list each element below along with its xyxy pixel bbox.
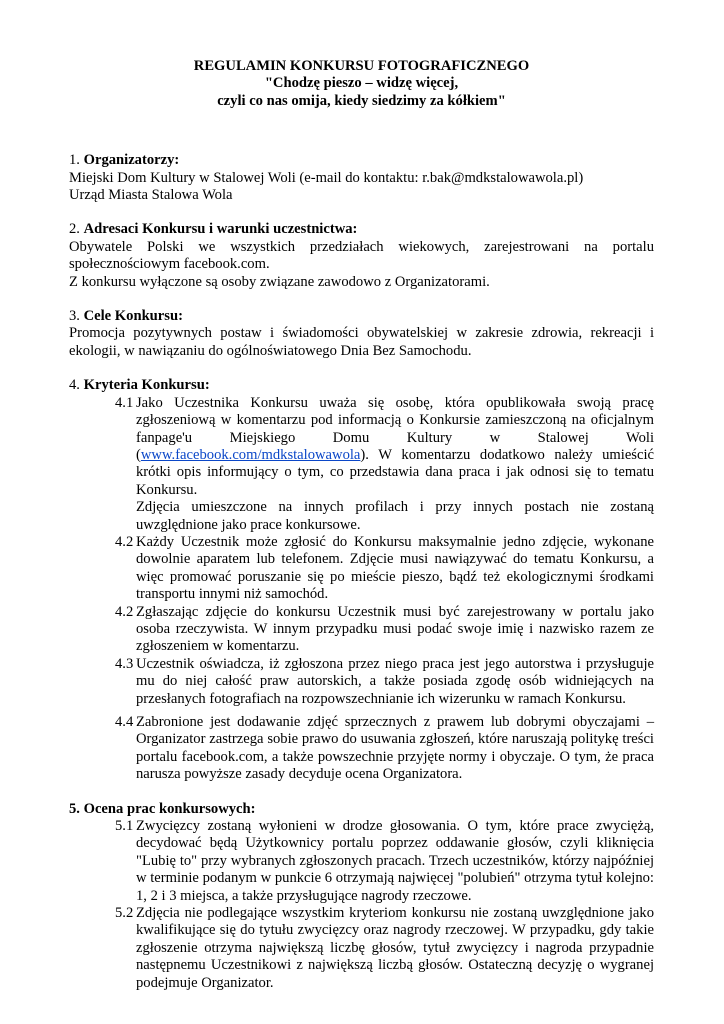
evaluation-item-5-1 <box>69 818 654 905</box>
item-number: 4.4 <box>115 714 134 730</box>
section-heading <box>69 377 654 394</box>
title-line-3: czyli co nas omija, kiedy siedzimy za kółkiem" <box>217 92 506 109</box>
section-number: 2. <box>69 221 80 238</box>
item-text-part: ). W komentarzu dodatkowo należy umieścić krótki opis informujący o tym, co przedstawia dana praca i jak odnosi się to tematu Konkursu. <box>136 446 654 498</box>
facebook-link[interactable]: www.facebook.com/mdkstalowawola <box>140 446 361 463</box>
item-number: 5.1 <box>115 818 134 835</box>
item-text-part: Jako Uczestnika Konkursu uważa się osobę, która opublikowała swoją pracę zgłoszeniową w komentarzu pod informacją o Konkursie zamieszczoną na oficjalnym fanpage'u Miejskiego Domu Kultury w Stalowej Woli ( <box>136 394 654 463</box>
item-text: Zdjęcia nie podlegające wszystkim kryteriom konkursu nie zostaną uwzględnione jako kwalifikujące się do tytułu zwycięzcy oraz nagrody rzeczowej. W przypadku, gdy takie zgłoszenie otrzyma największą liczbę głosów, tytuł zwycięzcy i nagroda przypadnie następnemu Uczestnikowi z największą liczbą głosów. Ostateczną decyzję o wygranej podejmuje Organizator. <box>136 905 654 991</box>
paragraph: Promocja pozytywnych postaw i świadomości obywatelskiej w zakresie zdrowia, rekreacji i ekologii, w nawiązaniu do ogólnoświatowego Dnia Bez Samochodu. <box>69 325 654 359</box>
criteria-item-4-4 <box>69 714 654 784</box>
section-number: 1. <box>69 152 80 169</box>
criteria-item-4-2b <box>69 604 654 656</box>
section-heading <box>69 152 654 169</box>
criteria-item-4-2 <box>69 534 654 604</box>
paragraph: Obywatele Polski we wszystkich przedziałach wiekowych, zarejestrowani na portalu społecznościowym facebook.com. <box>69 238 654 273</box>
item-text: Zgłaszając zdjęcie do konkursu Uczestnik musi być zarejestrowany w portalu jako osoba rzeczywista. W innym przypadku musi podać swoje imię i nazwisko razem ze zgłoszeniem w komentarzu. <box>136 603 654 655</box>
item-text: Zabronione jest dodawanie zdjęć sprzecznych z prawem lub dobrymi obyczajami – Organizator zastrzega sobie prawo do usuwania zgłoszeń, które naruszają politykę treści portalu facebook.com, a także powszechnie przyjęte normy i obyczaje. O tym, że praca narusza powyższe zasady decyduje ocena Organizatora. <box>136 714 654 783</box>
item-text <box>136 395 654 499</box>
criteria-item-4-1 <box>69 395 654 534</box>
document-title <box>69 58 654 110</box>
item-text: Zwycięzcy zostaną wyłonieni w drodze głosowania. O tym, które prace zwyciężą, decydować będą Użytkownicy portalu poprzez oddawanie głosów, czyli kliknięcia "Lubię to" przy wybranych zgłoszonych pracach. Trzech uczestników, którzy najpóźniej w terminie podanym w punkcie 6 otrzymają najwięcej "polubień" otrzyma tytuł kolejno: 1, 2 i 3 miejsca, a także przysługujące nagrody rzeczowe. <box>136 818 654 904</box>
organizer-line-1: Miejski Dom Kultury w Stalowej Woli (e-mail do kontaktu: r.bak@mdkstalowawola.pl) <box>69 169 584 186</box>
section-heading <box>69 308 654 325</box>
item-number: 4.2 <box>115 603 134 620</box>
evaluation-item-5-2 <box>69 905 654 992</box>
section-goals <box>69 308 654 360</box>
item-number: 4.2 <box>115 533 134 550</box>
criteria-item-4-3 <box>69 656 654 708</box>
section-organizers <box>69 152 654 204</box>
item-text: Zdjęcia umieszczone na innych profilach i przy innych postach nie zostaną uwzględnione jako prace konkursowe. <box>136 499 654 533</box>
section-title: Organizatorzy: <box>83 152 180 169</box>
section-number: 4. <box>69 377 80 394</box>
item-number: 5.2 <box>115 905 134 922</box>
section-participants <box>69 221 654 291</box>
section-heading <box>69 801 654 818</box>
item-text: Każdy Uczestnik może zgłosić do Konkursu maksymalnie jedno zdjęcie, wykonane dowolnie aparatem lub telefonem. Zdjęcie musi nawiązywać do tematu Konkursu, a więc promować poruszanie się po mieście pieszo, bądź też ekologicznymi środkami transportu innymi niż samochód. <box>136 533 654 603</box>
section-evaluation <box>69 801 654 992</box>
section-title: 5. Ocena prac konkursowych: <box>69 800 256 817</box>
section-criteria <box>69 377 654 783</box>
section-title: Cele Konkursu: <box>83 308 183 325</box>
paragraph: Z konkursu wyłączone są osoby związane zawodowo z Organizatorami. <box>69 273 490 290</box>
section-heading <box>69 221 654 238</box>
item-text: Uczestnik oświadcza, iż zgłoszona przez niego praca jest jego autorstwa i przysługuje mu do niej całość praw autorskich, a także posiada zgodę osób widniejących na przesłanych fotografiach na rozpowszechnianie ich wizerunku w ramach Konkursu. <box>136 655 654 707</box>
organizer-line-2: Urząd Miasta Stalowa Wola <box>69 187 233 204</box>
section-number: 3. <box>69 308 80 325</box>
title-line-1: REGULAMIN KONKURSU FOTOGRAFICZNEGO <box>193 58 530 74</box>
item-number: 4.3 <box>115 655 134 672</box>
section-title: Adresaci Konkursu i warunki uczestnictwa: <box>83 221 358 238</box>
item-number: 4.1 <box>115 394 134 411</box>
title-line-2: "Chodzę pieszo – widzę więcej, <box>264 75 459 92</box>
section-title: Kryteria Konkursu: <box>83 377 210 394</box>
